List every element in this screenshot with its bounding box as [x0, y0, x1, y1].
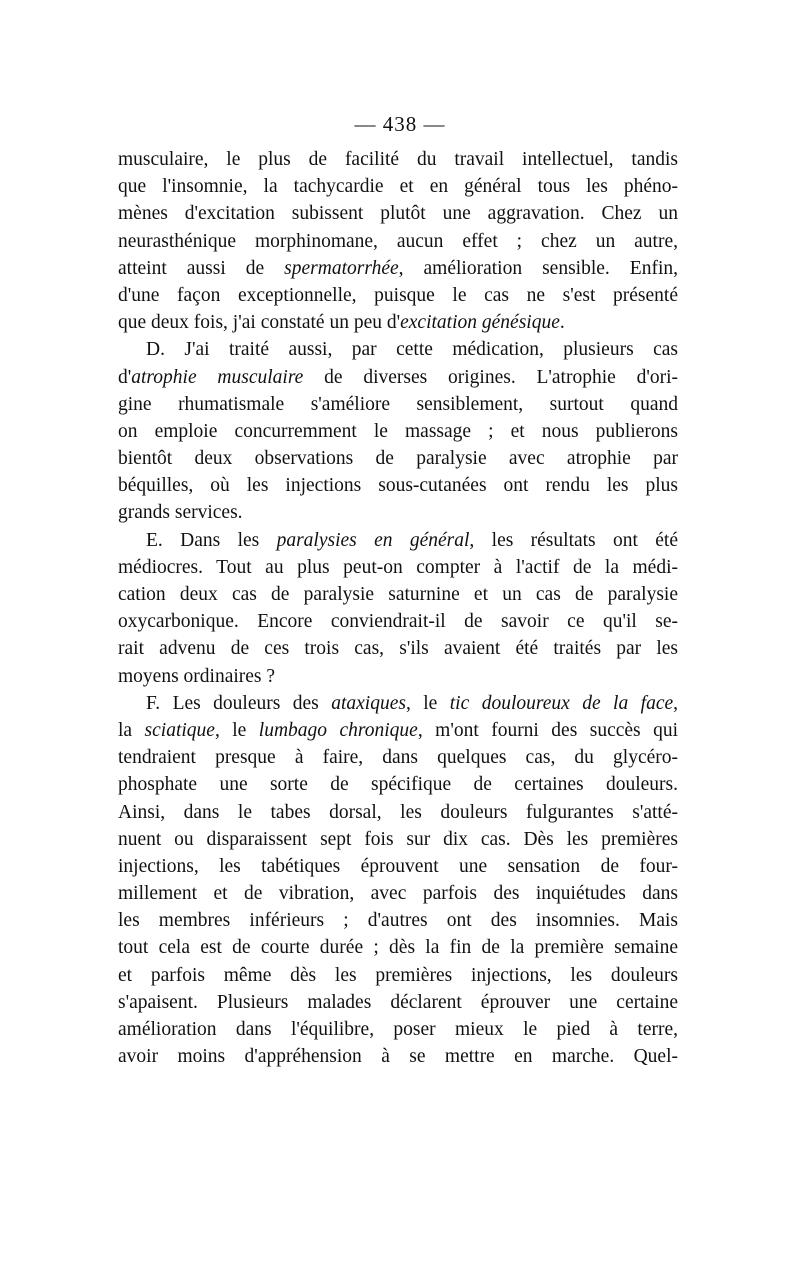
text-line [118, 255, 678, 282]
text-line [118, 1043, 678, 1070]
text-segment: gine rhumatismale s'améliore sensiblement, surtout quand [118, 393, 678, 415]
text-segment: neurasthénique morphinomane, aucun effet ; chez un autre, [118, 230, 678, 252]
text-segment: atteint aussi de [118, 257, 285, 279]
text-segment: s'apaisent. Plusieurs malades déclarent éprouver une certaine [118, 991, 678, 1013]
text-line [118, 472, 678, 499]
text-line [118, 581, 678, 608]
text-segment: , le [214, 719, 259, 741]
text-segment: d'une façon exceptionnelle, puisque le cas ne s'est présenté [118, 284, 678, 306]
text-segment: , m'ont fourni des succès qui [417, 719, 679, 741]
text-line [118, 309, 678, 336]
text-segment: amélioration dans l'équilibre, poser mieux le pied à terre, [118, 1019, 678, 1040]
text-segment: que l'insomnie, la tachycardie et en général tous les phéno- [118, 176, 678, 198]
text-segment: tendraient presque à faire, dans quelques cas, du glycéro- [118, 747, 678, 769]
text-segment: , [673, 692, 679, 714]
italic-text-segment: paralysies en général [276, 529, 470, 551]
text-line [118, 146, 678, 173]
italic-text-segment: spermatorrhée [284, 257, 399, 279]
text-line [118, 880, 678, 907]
text-line [118, 445, 678, 472]
text-segment: de diverses origines. L'atrophie d'ori- [303, 366, 678, 388]
text-segment: Ainsi, dans le tabes dorsal, les douleurs fulgurantes s'atté- [118, 801, 678, 823]
text-segment: , le [405, 692, 450, 714]
text-line [118, 228, 678, 255]
text-segment: oxycarbonique. Encore conviendrait-il de savoir ce qu'il se- [118, 611, 678, 633]
text-line [118, 717, 678, 744]
text-segment: que deux fois, j'ai constaté un peu d' [118, 312, 401, 334]
page-number: — 438 — [354, 112, 446, 136]
text-segment: , les résultats ont été [469, 529, 678, 551]
text-segment: mènes d'excitation subissent plutôt une aggravation. Chez un [118, 203, 678, 225]
text-segment: . [559, 312, 565, 334]
text-segment: phosphate une sorte de spécifique de certaines douleurs. [118, 774, 678, 796]
text-segment: millement et de vibration, avec parfois des inquiétudes dans [118, 883, 678, 905]
text-line [118, 391, 678, 418]
text-segment: D. J'ai traité aussi, par cette médication, plusieurs cas [146, 339, 678, 361]
text-line [118, 499, 678, 526]
text-segment: E. Dans les [146, 529, 277, 551]
text-line [118, 989, 678, 1016]
italic-text-segment: excitation génésique [400, 312, 560, 334]
text-line [118, 173, 678, 200]
text-segment: , amélioration sensible. Enfin, [398, 257, 678, 279]
text-segment: d' [118, 366, 132, 388]
text-segment: nuent ou disparaissent sept fois sur dix cas. Dès les premières [118, 828, 678, 850]
text-line [118, 799, 678, 826]
text-segment: avoir moins d'appréhension à se mettre en marche. Quel- [118, 1046, 678, 1068]
text-segment: la [118, 719, 145, 741]
text-segment: cation deux cas de paralysie saturnine et un cas de paralysie [118, 584, 678, 605]
italic-text-segment: ataxiques [331, 692, 406, 714]
text-segment: béquilles, où les injections sous-cutanées ont rendu les plus [118, 475, 678, 497]
text-segment: et parfois même dès les premières injections, les douleurs [118, 964, 678, 986]
italic-text-segment: atrophie musculaire [131, 366, 304, 388]
text-segment: injections, les tabétiques éprouvent une sensation de four- [118, 855, 678, 877]
text-line [118, 200, 678, 227]
page-body-text [118, 146, 678, 1070]
text-line [118, 608, 678, 635]
text-line [118, 635, 678, 662]
text-line [118, 364, 678, 391]
italic-text-segment: lumbago chronique [258, 719, 418, 741]
text-segment: musculaire, le plus de facilité du travail intellectuel, tandis [118, 149, 678, 170]
text-segment: les membres inférieurs ; d'autres ont des insomnies. Mais [118, 910, 678, 932]
text-line [118, 962, 678, 989]
text-segment: médiocres. Tout au plus peut-on compter à l'actif de la médi- [118, 556, 678, 578]
text-line [118, 418, 678, 445]
text-segment: grands services. [118, 502, 243, 524]
text-segment: F. Les douleurs des [146, 692, 332, 714]
text-line [118, 771, 678, 798]
text-line [118, 663, 678, 690]
text-line [118, 853, 678, 880]
text-line [118, 527, 678, 554]
text-line [118, 1016, 678, 1043]
text-line [118, 554, 678, 581]
italic-text-segment: tic douloureux de la face [449, 692, 674, 714]
text-segment: bientôt deux observations de paralysie avec atrophie par [118, 448, 678, 470]
text-line [118, 744, 678, 771]
text-line [118, 907, 678, 934]
text-line [118, 336, 678, 363]
text-segment: moyens ordinaires ? [118, 665, 276, 687]
italic-text-segment: sciatique [144, 719, 215, 741]
text-line [118, 826, 678, 853]
text-segment: rait advenu de ces trois cas, s'ils avaient été traités par les [118, 638, 678, 660]
text-line [118, 282, 678, 309]
text-segment: on emploie concurremment le massage ; et nous publierons [118, 420, 678, 442]
text-segment: tout cela est de courte durée ; dès la fin de la première semaine [118, 937, 678, 959]
text-line [118, 690, 678, 717]
text-line [118, 934, 678, 961]
